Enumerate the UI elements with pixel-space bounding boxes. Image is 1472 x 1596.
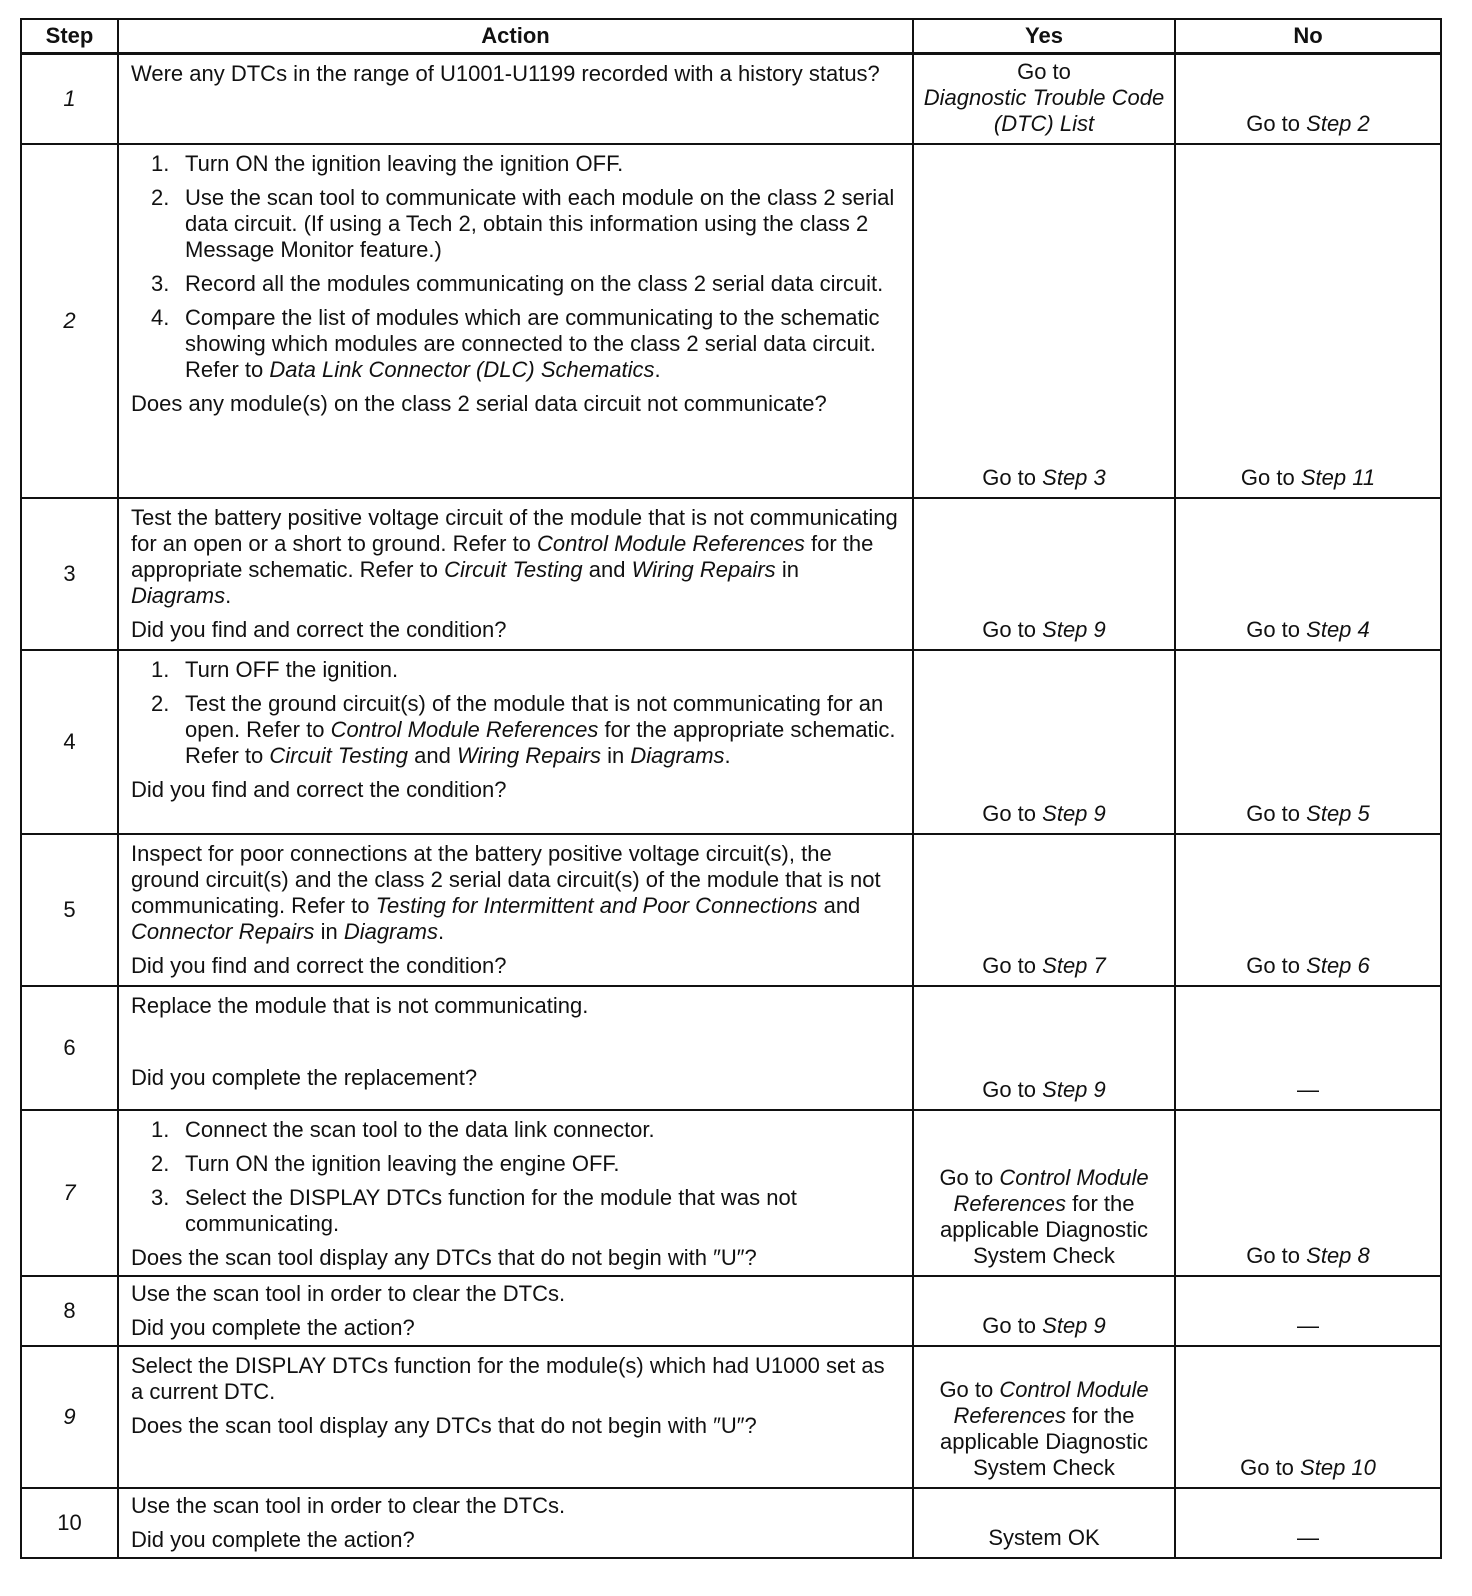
no-cell: — bbox=[1175, 986, 1441, 1110]
yes-cell bbox=[913, 650, 1175, 834]
reference-link: Circuit Testing bbox=[444, 556, 583, 582]
yes-cell bbox=[913, 1276, 1175, 1346]
yes-link: Step 9 bbox=[1042, 616, 1106, 642]
step-number: 3 bbox=[21, 498, 118, 650]
step-text: Turn OFF the ignition. bbox=[185, 656, 399, 682]
table-row bbox=[21, 1346, 1441, 1488]
step-text: Connect the scan tool to the data link connector. bbox=[185, 1116, 655, 1142]
step-number: 10 bbox=[21, 1488, 118, 1558]
action-steps bbox=[131, 151, 902, 383]
action-steps bbox=[131, 1117, 902, 1237]
yes-prefix: Go to bbox=[982, 464, 1037, 490]
action-text: Use the scan tool in order to clear the DTCs. bbox=[131, 1492, 566, 1518]
yes-prefix: Go to bbox=[982, 616, 1037, 642]
list-item: 1. Turn OFF the ignition. bbox=[151, 656, 399, 682]
table-row bbox=[21, 1110, 1441, 1276]
table-row bbox=[21, 144, 1441, 498]
header-yes: Yes bbox=[913, 19, 1175, 54]
no-prefix: Go to bbox=[1246, 616, 1301, 642]
header-no: No bbox=[1175, 19, 1441, 54]
yes-prefix: Go to bbox=[939, 1376, 994, 1402]
question-text: Did you find and correct the condition? bbox=[131, 616, 507, 642]
step-text: Compare the list of modules which are communicating to the schematic showing which modules are connected to the class 2 serial data circuit. Refer to bbox=[185, 304, 880, 382]
yes-prefix: Go to bbox=[982, 1312, 1037, 1338]
step-text: Select the DISPLAY DTCs function for the module that was not communicating. bbox=[185, 1184, 797, 1236]
no-link: Step 5 bbox=[1306, 800, 1370, 826]
table-row bbox=[21, 650, 1441, 834]
step-text: Use the scan tool to communicate with each module on the class 2 serial data circuit. (If using a Tech 2, obtain this information using the class 2 Message Monitor feature.) bbox=[185, 184, 895, 262]
action-text: Use the scan tool in order to clear the DTCs. bbox=[131, 1280, 566, 1306]
yes-cell: System OK bbox=[913, 1488, 1175, 1558]
yes-cell bbox=[913, 1346, 1175, 1488]
no-link: Step 6 bbox=[1306, 952, 1370, 978]
yes-prefix: Go to bbox=[1017, 58, 1071, 84]
no-prefix: Go to bbox=[1246, 1242, 1301, 1268]
no-prefix: Go to bbox=[1246, 110, 1301, 136]
header-step: Step bbox=[21, 19, 118, 54]
action-text: Select the DISPLAY DTCs function for the module(s) which had U1000 set as a current DTC. bbox=[131, 1352, 885, 1404]
action-text: Test the battery positive voltage circuit of the module that is not communicating for an open or a short to ground. Refer to Control Module References for the appropriate schematic. Refer to Circuit Testing and Wiring Repairs in Diagrams. bbox=[131, 504, 898, 608]
no-cell bbox=[1175, 144, 1441, 498]
action-cell bbox=[118, 986, 913, 1110]
step-text: Turn ON the ignition leaving the ignition OFF. bbox=[185, 150, 624, 176]
list-item: 2. Test the ground circuit(s) of the module that is not communicating for an open. Refer to Control Module References for the appropriate schematic. Refer to Circuit Testing and Wiring Repairs in Diagrams. bbox=[151, 690, 896, 768]
question-text: Did you complete the replacement? bbox=[131, 1064, 478, 1090]
table-row bbox=[21, 498, 1441, 650]
reference-link: Diagrams bbox=[630, 742, 725, 768]
step-number: 8 bbox=[21, 1276, 118, 1346]
action-cell bbox=[118, 54, 913, 144]
action-cell bbox=[118, 1110, 913, 1276]
list-item: 1. Connect the scan tool to the data link connector. bbox=[151, 1116, 655, 1142]
action-cell bbox=[118, 1276, 913, 1346]
reference-link: Control Module References bbox=[330, 716, 599, 742]
table-row bbox=[21, 1488, 1441, 1558]
table-row bbox=[21, 54, 1441, 144]
yes-cell bbox=[913, 986, 1175, 1110]
question-text: Does the scan tool display any DTCs that do not begin with ″U″? bbox=[131, 1244, 757, 1270]
table-row bbox=[21, 1276, 1441, 1346]
list-item: 3. Record all the modules communicating on the class 2 serial data circuit. bbox=[151, 270, 884, 296]
question-text: Does the scan tool display any DTCs that do not begin with ″U″? bbox=[131, 1412, 757, 1438]
table-row bbox=[21, 834, 1441, 986]
action-cell bbox=[118, 144, 913, 498]
no-link: Step 11 bbox=[1300, 464, 1376, 490]
action-cell bbox=[118, 834, 913, 986]
yes-link: Step 7 bbox=[1042, 952, 1106, 978]
action-cell bbox=[118, 1488, 913, 1558]
yes-cell bbox=[913, 54, 1175, 144]
action-cell bbox=[118, 650, 913, 834]
list-item: 2. Use the scan tool to communicate with each module on the class 2 serial data circuit. (If using a Tech 2, obtain this information using the class 2 Message Monitor feature.) bbox=[151, 184, 895, 262]
list-item: 3. Select the DISPLAY DTCs function for the module that was not communicating. bbox=[151, 1184, 797, 1236]
yes-cell bbox=[913, 144, 1175, 498]
action-text: Inspect for poor connections at the battery positive voltage circuit(s), the ground circuit(s) and the class 2 serial data circuit(s) of the module that is not communicating. Refer to Testing for Intermittent and Poor Connections and Connector Repairs in Diagrams. bbox=[131, 840, 881, 944]
diagnostic-table bbox=[20, 18, 1442, 1559]
table-row bbox=[21, 986, 1441, 1110]
step-number: 9 bbox=[21, 1346, 118, 1488]
question-text: Did you complete the action? bbox=[131, 1526, 415, 1552]
step-number: 6 bbox=[21, 986, 118, 1110]
action-steps bbox=[131, 657, 902, 769]
no-cell: — bbox=[1175, 1488, 1441, 1558]
header-row bbox=[21, 19, 1441, 54]
no-cell bbox=[1175, 1346, 1441, 1488]
question-text: Did you find and correct the condition? bbox=[131, 776, 507, 802]
question-text: Does any module(s) on the class 2 serial data circuit not communicate? bbox=[131, 390, 827, 416]
yes-prefix: Go to bbox=[982, 800, 1037, 826]
no-link: Step 4 bbox=[1306, 616, 1370, 642]
reference-link: Wiring Repairs bbox=[456, 742, 602, 768]
yes-link: Step 9 bbox=[1042, 1076, 1106, 1102]
no-cell bbox=[1175, 1110, 1441, 1276]
step-number: 2 bbox=[21, 144, 118, 498]
no-prefix: Go to bbox=[1240, 464, 1295, 490]
step-number: 7 bbox=[21, 1110, 118, 1276]
step-text: Record all the modules communicating on the class 2 serial data circuit. bbox=[185, 270, 884, 296]
yes-cell bbox=[913, 1110, 1175, 1276]
yes-link: Control Module References bbox=[953, 1164, 1149, 1216]
no-cell bbox=[1175, 650, 1441, 834]
action-cell bbox=[118, 498, 913, 650]
action-cell bbox=[118, 1346, 913, 1488]
list-item: 1. Turn ON the ignition leaving the ignition OFF. bbox=[151, 150, 624, 176]
yes-cell bbox=[913, 834, 1175, 986]
no-link: Step 2 bbox=[1306, 110, 1370, 136]
reference-link: Data Link Connector (DLC) Schematics bbox=[269, 356, 655, 382]
yes-link: Step 3 bbox=[1042, 464, 1106, 490]
no-cell bbox=[1175, 54, 1441, 144]
yes-suffix: for the applicable Diagnostic System Check bbox=[940, 1190, 1148, 1268]
reference-link: Diagrams bbox=[343, 918, 438, 944]
reference-link: Circuit Testing bbox=[269, 742, 408, 768]
no-cell bbox=[1175, 834, 1441, 986]
yes-cell bbox=[913, 498, 1175, 650]
step-number: 4 bbox=[21, 650, 118, 834]
no-cell bbox=[1175, 498, 1441, 650]
yes-link: Control Module References bbox=[953, 1376, 1149, 1428]
yes-prefix: Go to bbox=[982, 1076, 1037, 1102]
no-prefix: Go to bbox=[1246, 800, 1301, 826]
yes-link: Diagnostic Trouble Code (DTC) List bbox=[923, 84, 1165, 136]
reference-link: Connector Repairs bbox=[131, 918, 315, 944]
step-number: 5 bbox=[21, 834, 118, 986]
list-item: 2. Turn ON the ignition leaving the engine OFF. bbox=[151, 1150, 620, 1176]
yes-link: Step 9 bbox=[1042, 800, 1106, 826]
no-prefix: Go to bbox=[1240, 1454, 1294, 1480]
header-action: Action bbox=[118, 19, 913, 54]
yes-suffix: for the applicable Diagnostic System Check bbox=[940, 1402, 1148, 1480]
question-text: Did you find and correct the condition? bbox=[131, 952, 507, 978]
list-item: 4. Compare the list of modules which are communicating to the schematic showing which modules are connected to the class 2 serial data circuit. Refer to Data Link Connector (DLC) Schematics. bbox=[151, 304, 880, 382]
no-link: Step 10 bbox=[1300, 1454, 1376, 1480]
no-cell: — bbox=[1175, 1276, 1441, 1346]
step-text: Turn ON the ignition leaving the engine OFF. bbox=[185, 1150, 620, 1176]
action-text: Were any DTCs in the range of U1001-U1199 recorded with a history status? bbox=[131, 61, 880, 86]
yes-prefix: Go to bbox=[982, 952, 1037, 978]
no-prefix: Go to bbox=[1246, 952, 1301, 978]
question-text: Did you complete the action? bbox=[131, 1314, 415, 1340]
reference-link: Wiring Repairs bbox=[631, 556, 776, 582]
no-link: Step 8 bbox=[1306, 1242, 1370, 1268]
reference-link: Testing for Intermittent and Poor Connections bbox=[375, 892, 818, 918]
yes-prefix: Go to bbox=[939, 1164, 994, 1190]
yes-link: Step 9 bbox=[1042, 1312, 1106, 1338]
step-number: 1 bbox=[21, 54, 118, 144]
reference-link: Diagrams bbox=[131, 582, 226, 608]
reference-link: Control Module References bbox=[537, 530, 805, 556]
action-text: Replace the module that is not communicating. bbox=[131, 992, 589, 1018]
